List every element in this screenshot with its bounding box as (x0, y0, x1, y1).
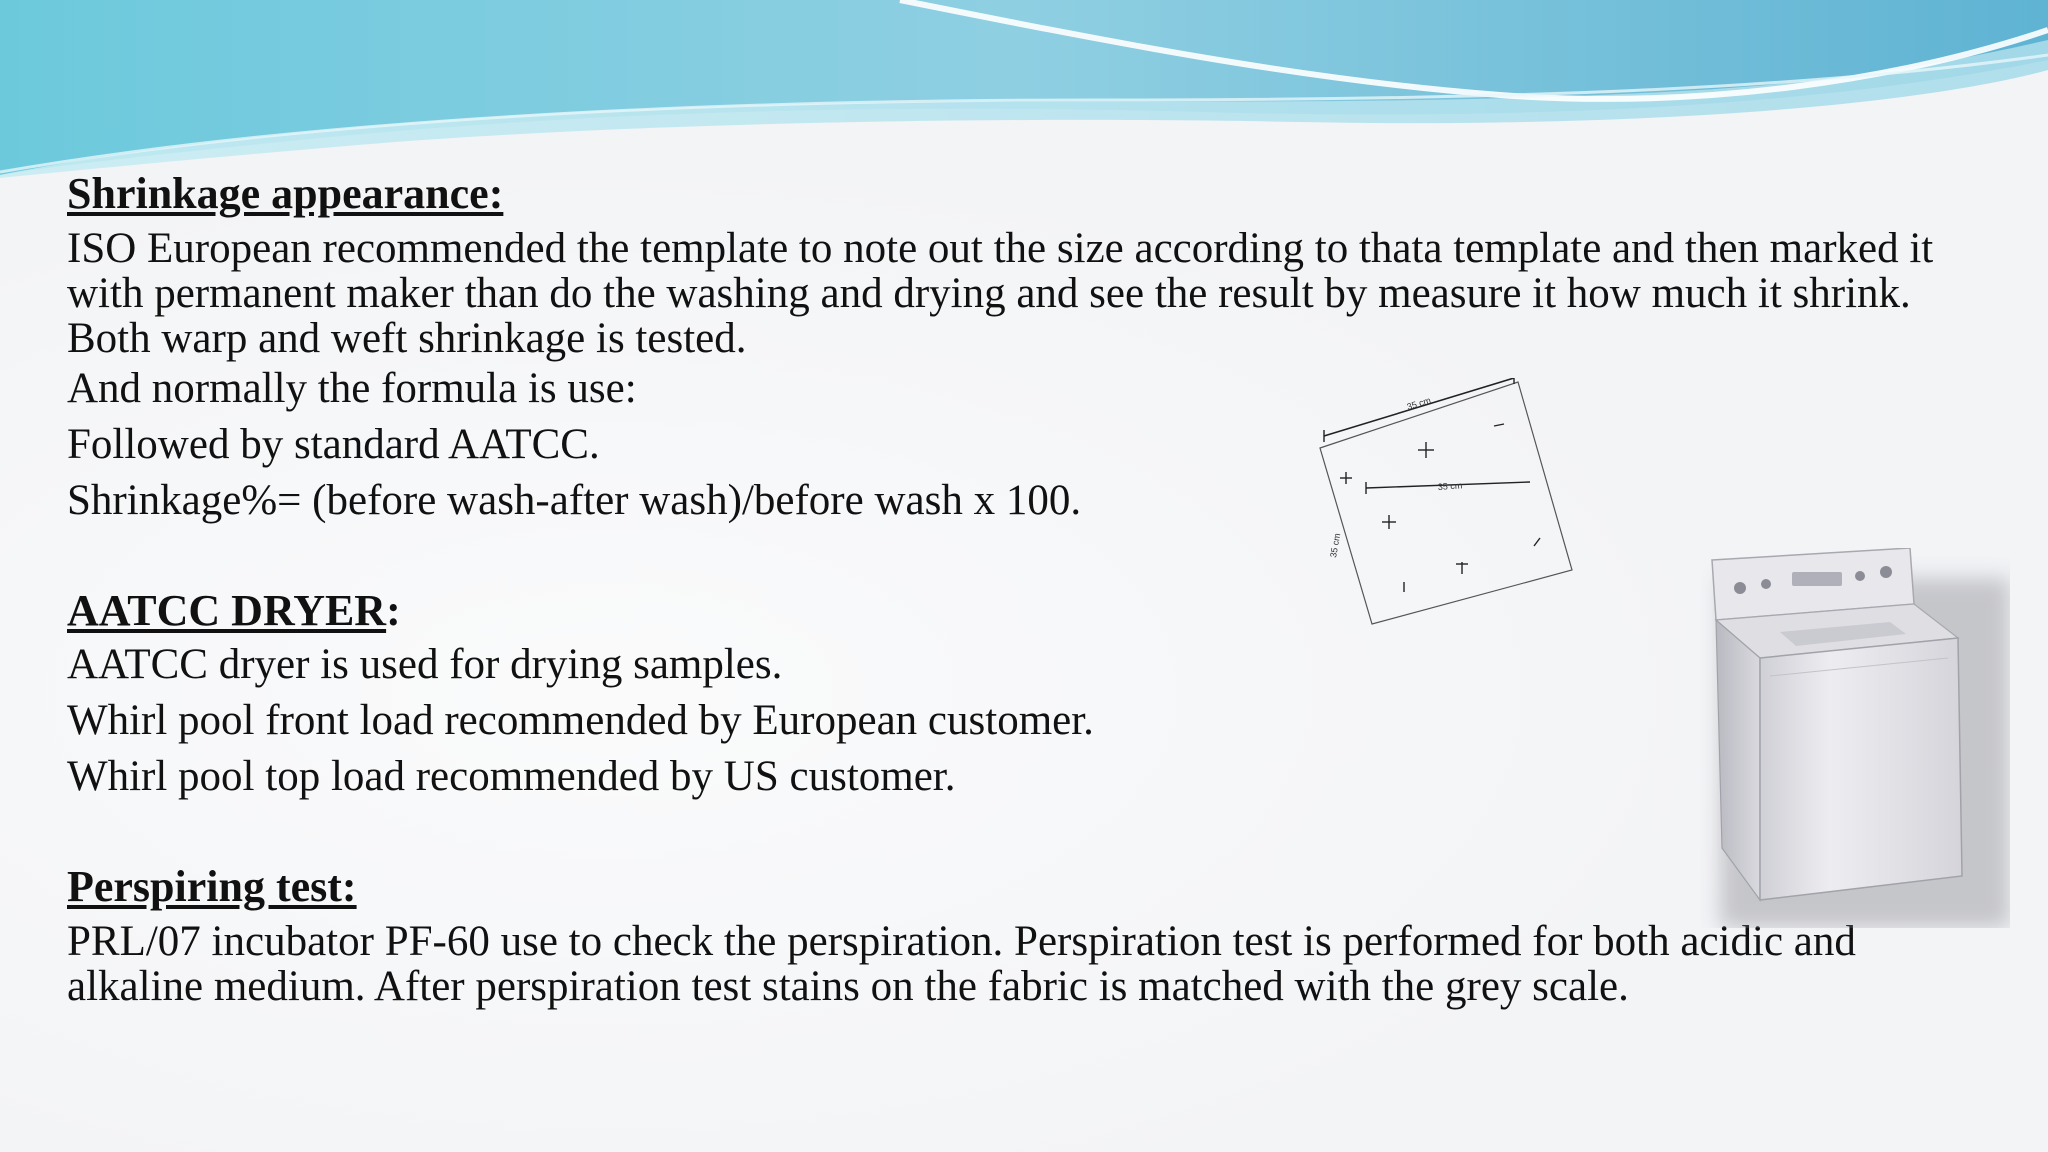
dryer-line-3: Whirl pool top load recommended by US customer. (67, 753, 956, 800)
template-mid-dimension: 35 cm (1437, 480, 1463, 492)
spacer (67, 529, 1967, 585)
shrinkage-heading-row (67, 168, 1967, 220)
shrinkage-heading: Shrinkage appearance: (67, 169, 504, 218)
shrinkage-formula-intro: And normally the formula is use: (67, 365, 637, 412)
dryer-heading-row (67, 585, 1967, 637)
dryer-line-2: Whirl pool front load recommended by European customer. (67, 697, 1094, 744)
template-top-dimension: 35 cm (1405, 395, 1433, 412)
shrinkage-standard: Followed by standard AATCC. (67, 421, 600, 468)
dryer-heading-colon: : (386, 586, 401, 635)
perspiring-paragraph: PRL/07 incubator PF-60 use to check the perspiration. Perspiration test is performed for both acidic and alkaline medium. After perspiration test stains on the fabric is matched with the grey scale. (67, 918, 1856, 1010)
dryer-heading: AATCC DRYER (67, 586, 387, 635)
shrinkage-paragraph: ISO European recommended the template to note out the size according to thata template and then marked it with permanent maker than do the washing and drying and see the result by measure it how much it shrink. Both warp and weft shrinkage is tested. (67, 225, 1934, 362)
slide-content (67, 168, 1967, 1009)
dryer-line-1: AATCC dryer is used for drying samples. (67, 641, 783, 688)
template-side-dimension: 35 cm (1328, 532, 1343, 559)
perspiring-heading-row (67, 861, 1967, 913)
perspiring-heading: Perspiring test: (67, 862, 357, 911)
shrinkage-formula: Shrinkage%= (before wash-after wash)/before wash x 100. (67, 477, 1082, 524)
shrinkage-template-image (1308, 378, 1578, 630)
washing-machine-image (1700, 548, 2010, 928)
spacer (67, 805, 1967, 861)
